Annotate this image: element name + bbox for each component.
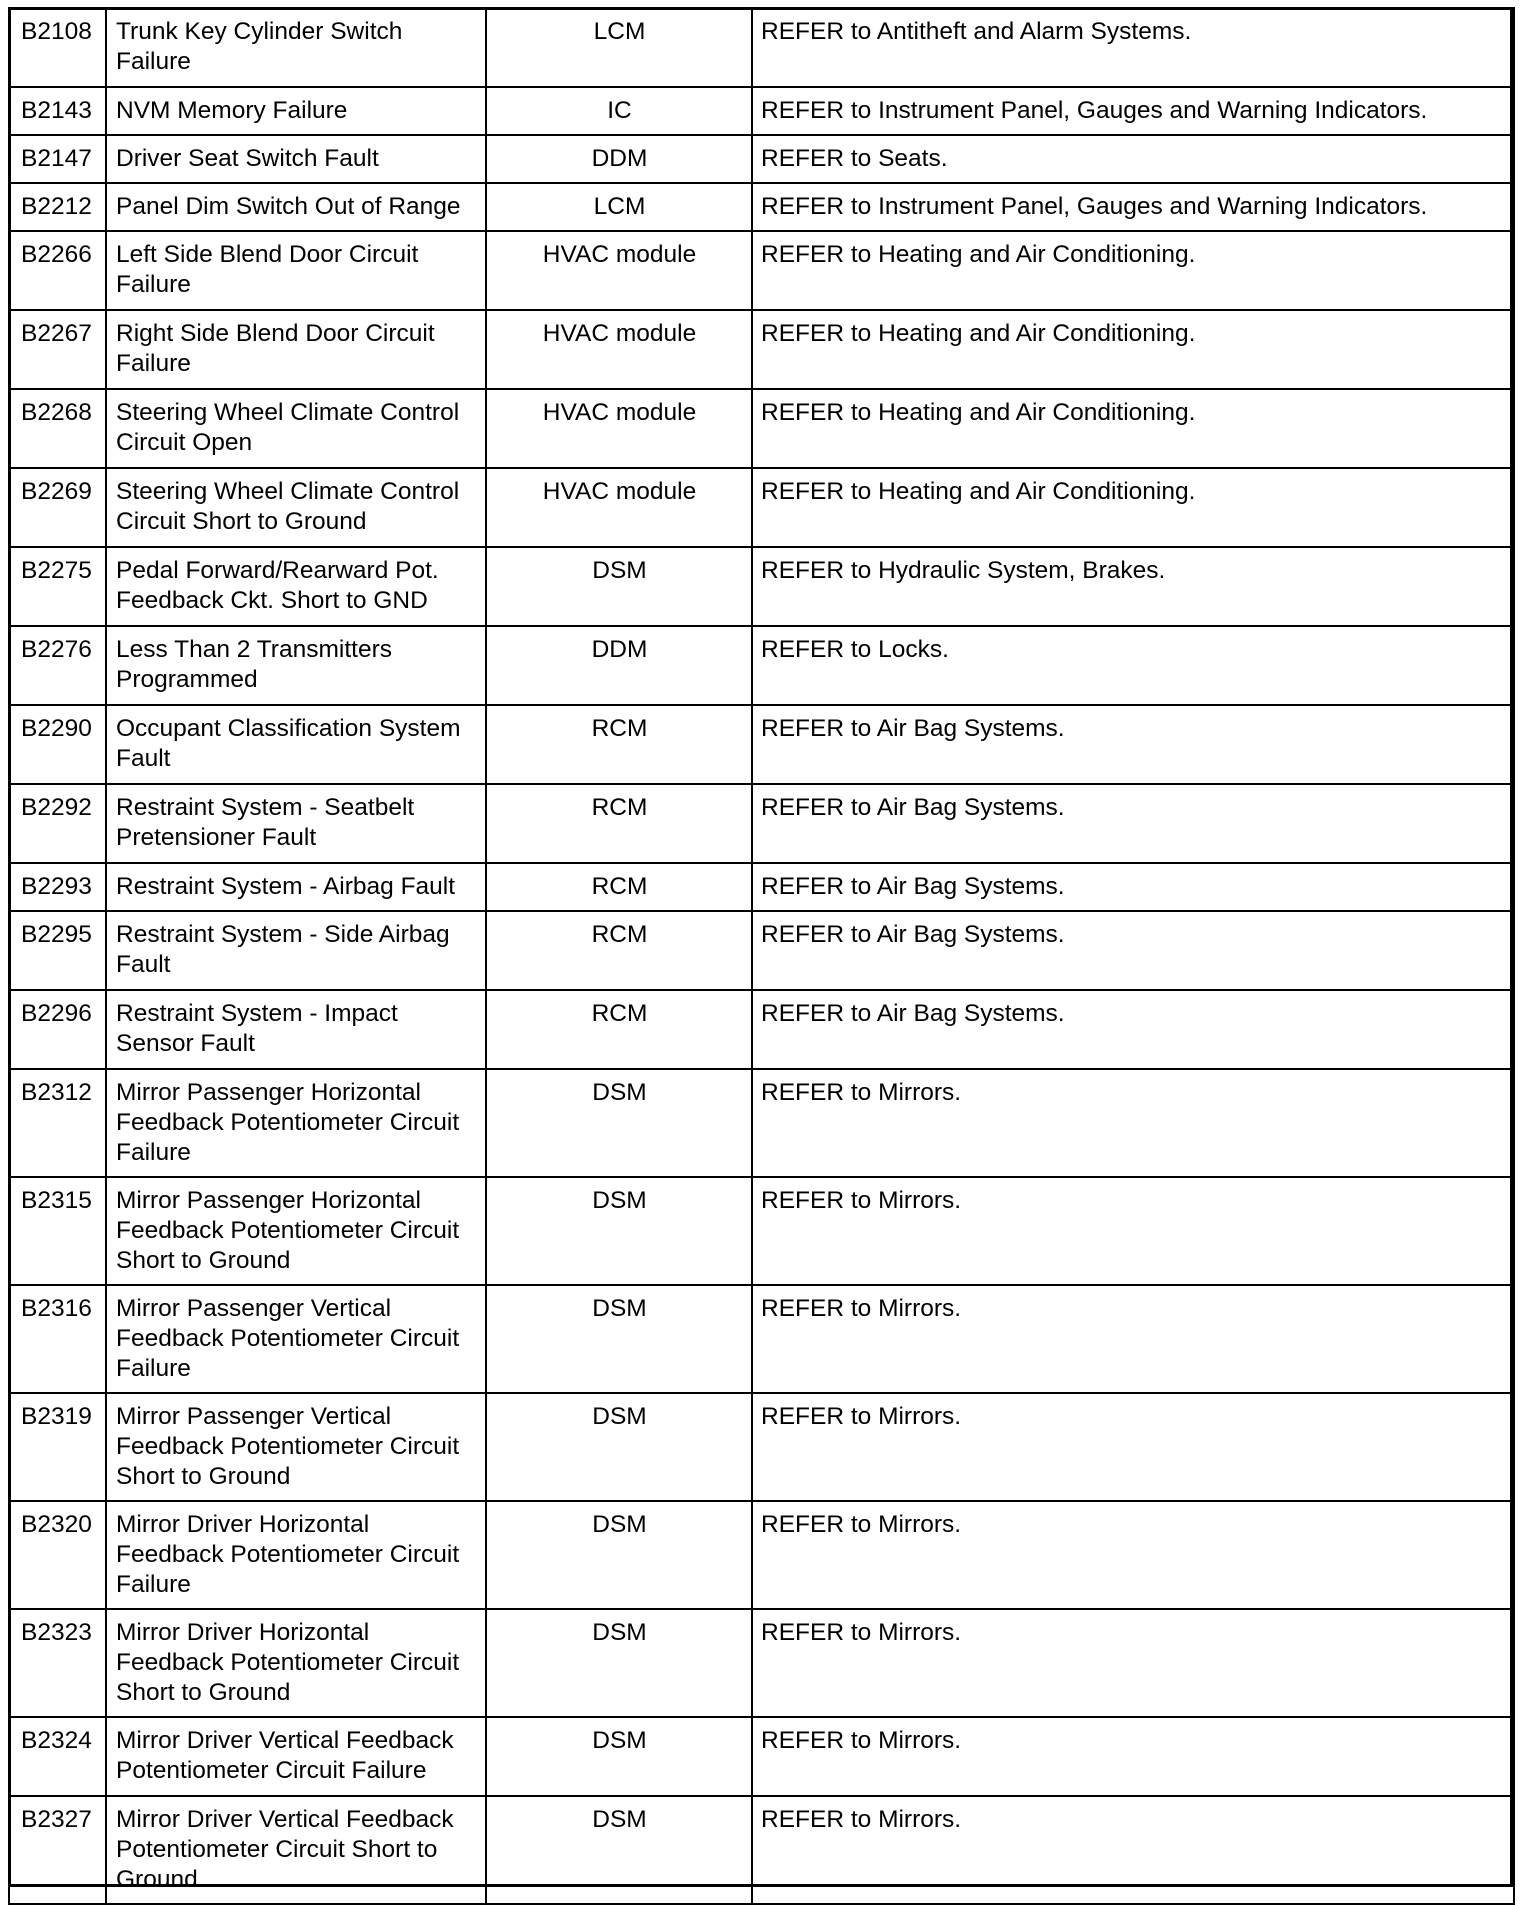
dtc-description: Panel Dim Switch Out of Range <box>106 183 486 231</box>
table-row <box>9 183 1514 231</box>
dtc-description: Right Side Blend Door Circuit Failure <box>106 310 486 389</box>
dtc-description: Mirror Driver Horizontal Feedback Potentiometer Circuit Failure <box>106 1501 486 1609</box>
dtc-module: DSM <box>486 1501 752 1609</box>
dtc-action: REFER to Heating and Air Conditioning. <box>752 389 1514 468</box>
dtc-description: Restraint System - Airbag Fault <box>106 863 486 911</box>
dtc-module: DDM <box>486 626 752 705</box>
dtc-action: REFER to Instrument Panel, Gauges and Warning Indicators. <box>752 183 1514 231</box>
dtc-description: Steering Wheel Climate Control Circuit Open <box>106 389 486 468</box>
dtc-action: REFER to Mirrors. <box>752 1717 1514 1796</box>
dtc-module: HVAC module <box>486 389 752 468</box>
dtc-action: REFER to Mirrors. <box>752 1069 1514 1177</box>
dtc-code: B2312 <box>9 1069 106 1177</box>
dtc-description: Mirror Passenger Horizontal Feedback Potentiometer Circuit Short to Ground <box>106 1177 486 1285</box>
table-row <box>9 1501 1514 1609</box>
dtc-action: REFER to Mirrors. <box>752 1177 1514 1285</box>
dtc-code: B2316 <box>9 1285 106 1393</box>
dtc-code: B2147 <box>9 135 106 183</box>
table-row <box>9 310 1514 389</box>
dtc-module: RCM <box>486 863 752 911</box>
dtc-module: DSM <box>486 1285 752 1393</box>
dtc-description: Mirror Driver Horizontal Feedback Potentiometer Circuit Short to Ground <box>106 1609 486 1717</box>
table-row <box>9 1717 1514 1796</box>
dtc-action: REFER to Heating and Air Conditioning. <box>752 231 1514 310</box>
dtc-code: B2320 <box>9 1501 106 1609</box>
dtc-description: Left Side Blend Door Circuit Failure <box>106 231 486 310</box>
dtc-description: Mirror Passenger Horizontal Feedback Potentiometer Circuit Failure <box>106 1069 486 1177</box>
table-row <box>9 911 1514 990</box>
table-row <box>9 389 1514 468</box>
dtc-module: RCM <box>486 911 752 990</box>
dtc-code: B2315 <box>9 1177 106 1285</box>
table-row <box>9 705 1514 784</box>
table-row <box>9 87 1514 135</box>
dtc-module: DSM <box>486 1609 752 1717</box>
dtc-description: Mirror Passenger Vertical Feedback Potentiometer Circuit Failure <box>106 1285 486 1393</box>
dtc-description: Restraint System - Seatbelt Pretensioner Fault <box>106 784 486 863</box>
dtc-description: Mirror Driver Vertical Feedback Potentiometer Circuit Failure <box>106 1717 486 1796</box>
table-row <box>9 468 1514 547</box>
table-row <box>9 784 1514 863</box>
table-row <box>9 135 1514 183</box>
dtc-code: B2319 <box>9 1393 106 1501</box>
dtc-module: LCM <box>486 183 752 231</box>
dtc-action: REFER to Heating and Air Conditioning. <box>752 468 1514 547</box>
table-row <box>9 1069 1514 1177</box>
dtc-module: HVAC module <box>486 310 752 389</box>
table-row <box>9 1285 1514 1393</box>
dtc-code: B2295 <box>9 911 106 990</box>
dtc-description: Restraint System - Impact Sensor Fault <box>106 990 486 1069</box>
dtc-code: B2212 <box>9 183 106 231</box>
dtc-module: DSM <box>486 1717 752 1796</box>
dtc-code: B2108 <box>9 8 106 87</box>
dtc-description: Mirror Driver Vertical Feedback Potentiometer Circuit Short to Ground <box>106 1796 486 1904</box>
dtc-module: DSM <box>486 1177 752 1285</box>
dtc-code: B2324 <box>9 1717 106 1796</box>
dtc-code: B2276 <box>9 626 106 705</box>
table-row <box>9 1393 1514 1501</box>
dtc-action: REFER to Mirrors. <box>752 1501 1514 1609</box>
dtc-module: IC <box>486 87 752 135</box>
dtc-module: HVAC module <box>486 468 752 547</box>
dtc-action: REFER to Locks. <box>752 626 1514 705</box>
dtc-module: DDM <box>486 135 752 183</box>
dtc-action: REFER to Air Bag Systems. <box>752 784 1514 863</box>
dtc-action: REFER to Instrument Panel, Gauges and Warning Indicators. <box>752 87 1514 135</box>
dtc-action: REFER to Heating and Air Conditioning. <box>752 310 1514 389</box>
dtc-action: REFER to Mirrors. <box>752 1609 1514 1717</box>
dtc-code: B2269 <box>9 468 106 547</box>
table-row <box>9 863 1514 911</box>
dtc-module: DSM <box>486 547 752 626</box>
dtc-module: RCM <box>486 705 752 784</box>
table-row <box>9 626 1514 705</box>
dtc-action: REFER to Mirrors. <box>752 1796 1514 1904</box>
dtc-module: DSM <box>486 1069 752 1177</box>
dtc-module: RCM <box>486 784 752 863</box>
dtc-description: Steering Wheel Climate Control Circuit Short to Ground <box>106 468 486 547</box>
table-row <box>9 1796 1514 1904</box>
table-row <box>9 1609 1514 1717</box>
dtc-description: Driver Seat Switch Fault <box>106 135 486 183</box>
dtc-description: Trunk Key Cylinder Switch Failure <box>106 8 486 87</box>
dtc-code: B2143 <box>9 87 106 135</box>
dtc-action: REFER to Hydraulic System, Brakes. <box>752 547 1514 626</box>
table-row <box>9 1177 1514 1285</box>
table-row <box>9 8 1514 87</box>
dtc-description: Less Than 2 Transmitters Programmed <box>106 626 486 705</box>
dtc-module: LCM <box>486 8 752 87</box>
dtc-action: REFER to Antitheft and Alarm Systems. <box>752 8 1514 87</box>
dtc-action: REFER to Air Bag Systems. <box>752 863 1514 911</box>
dtc-description: Restraint System - Side Airbag Fault <box>106 911 486 990</box>
dtc-description: Mirror Passenger Vertical Feedback Potentiometer Circuit Short to Ground <box>106 1393 486 1501</box>
dtc-code: B2293 <box>9 863 106 911</box>
dtc-code: B2266 <box>9 231 106 310</box>
table-row <box>9 990 1514 1069</box>
dtc-module: DSM <box>486 1393 752 1501</box>
dtc-code: B2275 <box>9 547 106 626</box>
dtc-action: REFER to Air Bag Systems. <box>752 990 1514 1069</box>
dtc-module: RCM <box>486 990 752 1069</box>
dtc-module: DSM <box>486 1796 752 1904</box>
dtc-module: HVAC module <box>486 231 752 310</box>
dtc-description: Occupant Classification System Fault <box>106 705 486 784</box>
dtc-code: B2327 <box>9 1796 106 1904</box>
dtc-action: REFER to Mirrors. <box>752 1285 1514 1393</box>
dtc-description: NVM Memory Failure <box>106 87 486 135</box>
dtc-code: B2323 <box>9 1609 106 1717</box>
dtc-action: REFER to Seats. <box>752 135 1514 183</box>
dtc-table <box>8 7 1515 1905</box>
dtc-description: Pedal Forward/Rearward Pot. Feedback Ckt. Short to GND <box>106 547 486 626</box>
dtc-code: B2267 <box>9 310 106 389</box>
dtc-code: B2268 <box>9 389 106 468</box>
dtc-code: B2292 <box>9 784 106 863</box>
table-row <box>9 547 1514 626</box>
dtc-action: REFER to Air Bag Systems. <box>752 911 1514 990</box>
table-row <box>9 231 1514 310</box>
dtc-action: REFER to Air Bag Systems. <box>752 705 1514 784</box>
dtc-code: B2296 <box>9 990 106 1069</box>
dtc-code: B2290 <box>9 705 106 784</box>
dtc-action: REFER to Mirrors. <box>752 1393 1514 1501</box>
dtc-table-body <box>9 8 1514 1904</box>
